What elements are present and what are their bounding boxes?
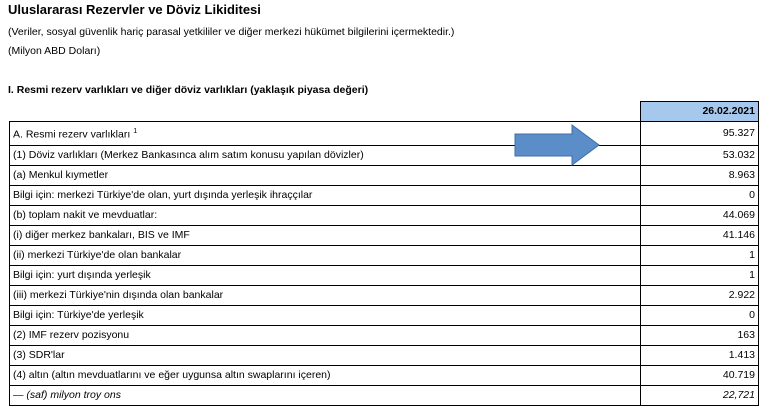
row-label: (a) Menkul kıymetler xyxy=(10,165,641,185)
row-value: 0 xyxy=(641,185,759,205)
row-value: 1 xyxy=(641,265,759,285)
row-label: Bilgi için: Türkiye'de yerleşik xyxy=(10,305,641,325)
row-value: 2.922 xyxy=(641,285,759,305)
document-title: Uluslararası Rezervler ve Döviz Likiditesi xyxy=(8,2,261,17)
table-row xyxy=(10,145,759,165)
table-row xyxy=(10,245,759,265)
row-value: 53.032 xyxy=(641,145,759,165)
row-value: 22,721 xyxy=(641,385,759,405)
row-label-text: A. Resmi rezerv varlıkları xyxy=(13,128,131,141)
arrow-shape xyxy=(515,125,599,165)
row-value: 1.413 xyxy=(641,345,759,365)
row-label: Bilgi için: merkezi Türkiye'de olan, yurt dışında yerleşik ihraççılar xyxy=(10,185,641,205)
table-row xyxy=(10,265,759,285)
row-label: (2) IMF rezerv pozisyonu xyxy=(10,325,641,345)
section-title: I. Resmi rezerv varlıkları ve diğer döviz varlıkları (yaklaşık piyasa değeri) xyxy=(8,84,369,96)
row-value: 1 xyxy=(641,245,759,265)
table-header-row xyxy=(10,102,759,122)
footnote-marker: 1 xyxy=(133,128,138,135)
table-row xyxy=(10,185,759,205)
row-value: 40.719 xyxy=(641,365,759,385)
row-label: (1) Döviz varlıkları (Merkez Bankasınca alım satım konusu yapılan dövizler) xyxy=(10,145,641,165)
reserves-table xyxy=(9,101,759,406)
row-label: (ii) merkezi Türkiye'de olan bankalar xyxy=(10,245,641,265)
table-row xyxy=(10,365,759,385)
row-label: (b) toplam nakit ve mevduatlar: xyxy=(10,205,641,225)
date-header: 26.02.2021 xyxy=(641,102,759,122)
document-subtitle: (Veriler, sosyal güvenlik hariç parasal yetkililer ve diğer merkezi hükümet bilgilerini içermektedir.) xyxy=(8,26,455,38)
units-note: (Milyon ABD Doları) xyxy=(8,45,101,57)
row-label: (i) diğer merkez bankaları, BIS ve IMF xyxy=(10,225,641,245)
table-row xyxy=(10,305,759,325)
row-value: 0 xyxy=(641,305,759,325)
table-row xyxy=(10,285,759,305)
row-value: 44.069 xyxy=(641,205,759,225)
table-row xyxy=(10,385,759,405)
table-row xyxy=(10,165,759,185)
row-label: (3) SDR'lar xyxy=(10,345,641,365)
table-row xyxy=(10,122,759,146)
row-label: (4) altın (altın mevduatlarını ve eğer uygunsa altın swaplarını içeren) xyxy=(10,365,641,385)
row-label: Bilgi için: yurt dışında yerleşik xyxy=(10,265,641,285)
row-value: 41.146 xyxy=(641,225,759,245)
row-value: 8.963 xyxy=(641,165,759,185)
row-label: (iii) merkezi Türkiye'nin dışında olan bankalar xyxy=(10,285,641,305)
row-value: 95.327 xyxy=(641,122,759,146)
table-row xyxy=(10,225,759,245)
row-value: 163 xyxy=(641,325,759,345)
header-blank-cell xyxy=(10,102,641,122)
table-row xyxy=(10,205,759,225)
right-arrow-icon xyxy=(514,124,600,166)
table-row xyxy=(10,325,759,345)
row-label: — (saf) milyon troy ons xyxy=(10,385,641,405)
table-row xyxy=(10,345,759,365)
